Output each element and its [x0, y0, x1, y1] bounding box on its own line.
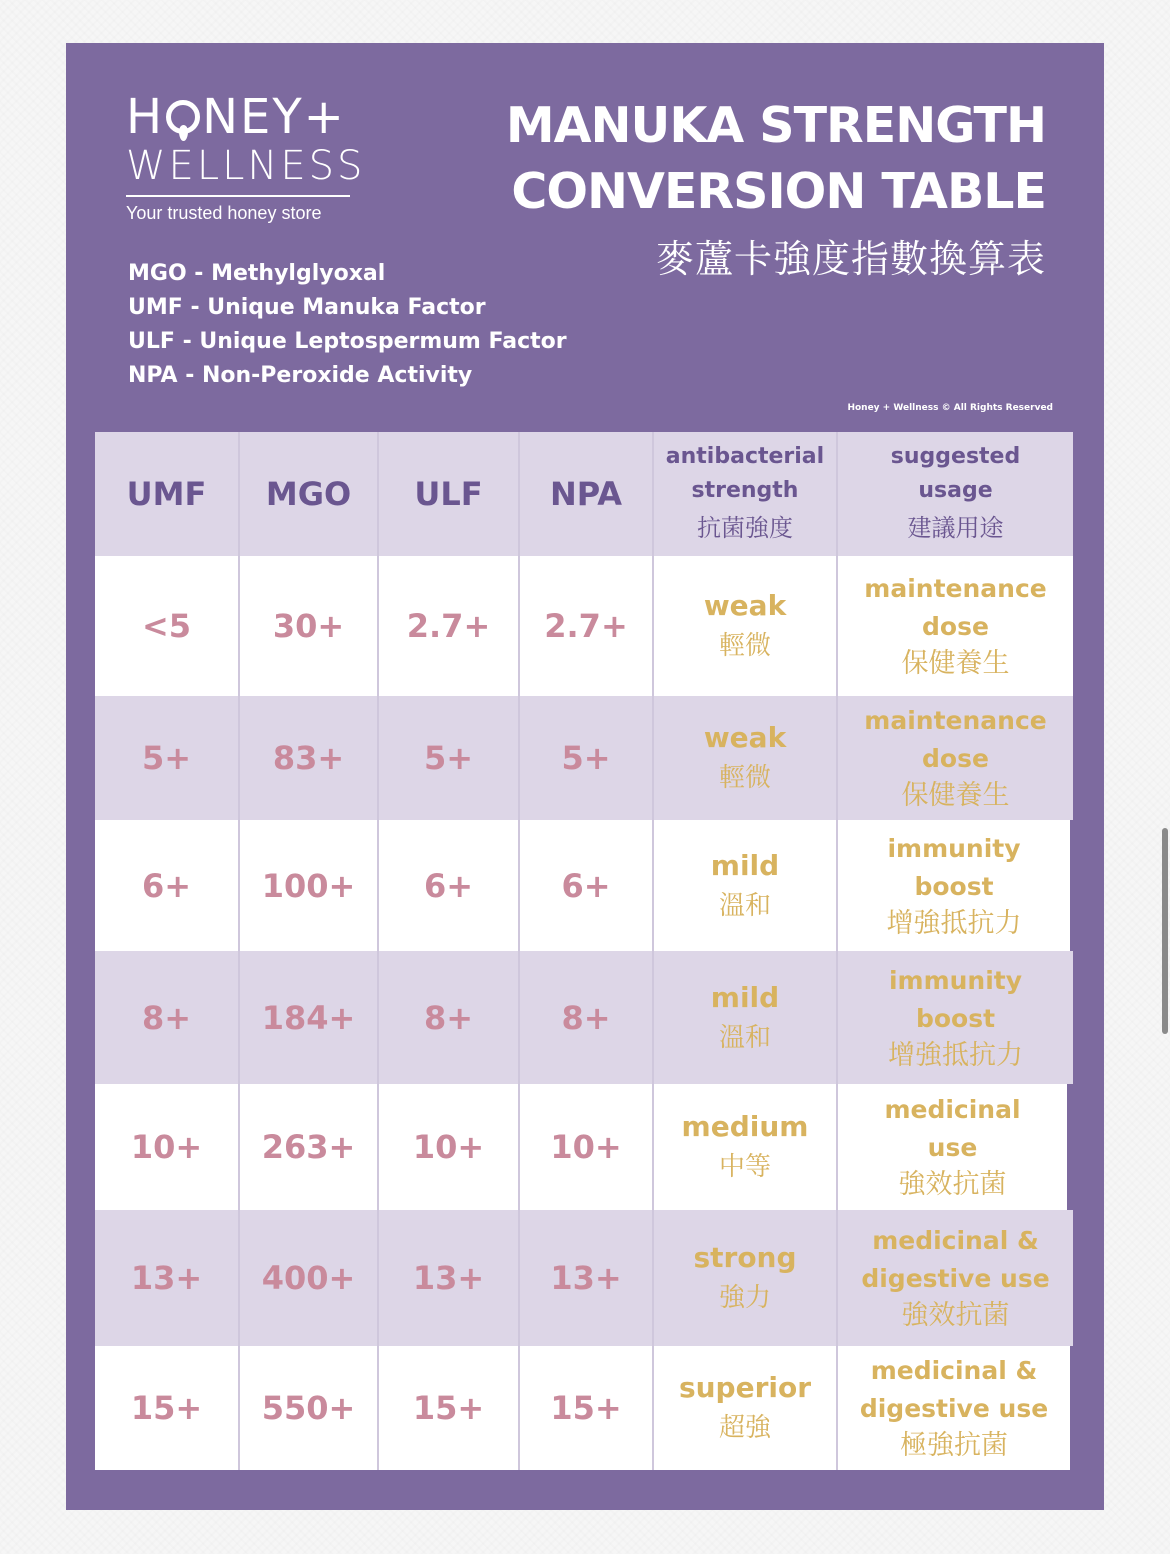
header-strength-en1: antibacterial	[665, 444, 825, 469]
usage-zh: 保健養生	[901, 780, 1010, 811]
abbrev-npa: NPA - Non-Peroxide Activity	[128, 363, 473, 388]
table-row	[95, 1346, 1070, 1470]
table-header-row	[95, 432, 1073, 556]
header-mgo-label: MGO	[265, 475, 352, 513]
header-ulf-label: ULF	[414, 475, 483, 513]
header-strength-zh: 抗菌強度	[697, 514, 793, 542]
strength-en: superior	[678, 1371, 812, 1404]
logo-wordmark	[126, 91, 350, 143]
mgo-value: 100+	[261, 866, 356, 905]
usage-en2: dose	[922, 612, 989, 641]
table-row	[95, 1210, 1073, 1346]
cell-umf	[95, 556, 240, 696]
table-row	[95, 1084, 1067, 1210]
header-usage	[838, 432, 1073, 556]
mgo-value: 184+	[261, 998, 356, 1037]
strength-en: weak	[703, 589, 787, 622]
mgo-value: 550+	[261, 1389, 356, 1427]
cell-mgo	[240, 1346, 379, 1470]
umf-value: 6+	[141, 866, 192, 905]
cell-umf	[95, 1210, 240, 1346]
usage-zh: 保健養生	[901, 648, 1010, 679]
header-npa-label: NPA	[549, 475, 623, 513]
strength-en: mild	[710, 848, 780, 882]
npa-value: 2.7+	[544, 607, 628, 645]
cell-mgo	[240, 1084, 379, 1210]
cell-umf	[95, 820, 240, 951]
table-row	[95, 696, 1073, 820]
usage-en1: immunity	[888, 965, 1023, 995]
cell-ulf	[379, 556, 520, 696]
strength-zh: 輕微	[718, 631, 771, 661]
strength-en: medium	[681, 1110, 809, 1143]
ulf-value: 2.7+	[406, 607, 491, 645]
npa-value: 10+	[550, 1128, 622, 1166]
header-npa	[520, 432, 654, 556]
umf-value: 8+	[141, 998, 192, 1037]
strength-zh: 強力	[718, 1283, 771, 1313]
abbreviation-list	[128, 257, 567, 393]
cell-ulf	[379, 951, 520, 1084]
usage-en1: maintenance	[864, 574, 1047, 603]
usage-en1: medicinal	[884, 1095, 1021, 1124]
conversion-poster	[66, 43, 1104, 1510]
usage-zh: 強效抗菌	[898, 1169, 1007, 1200]
usage-zh: 強效抗菌	[901, 1300, 1010, 1331]
ulf-value: 15+	[412, 1389, 485, 1427]
cell-mgo	[240, 820, 379, 951]
cell-ulf	[379, 820, 520, 951]
cell-npa	[520, 1346, 654, 1470]
npa-value: 8+	[561, 998, 611, 1037]
usage-en2: boost	[915, 1003, 996, 1033]
cell-mgo	[240, 696, 379, 820]
strength-en: mild	[710, 980, 780, 1014]
umf-value: 5+	[141, 739, 192, 777]
ulf-value: 10+	[412, 1128, 485, 1166]
usage-en1: medicinal &	[872, 1226, 1039, 1255]
page-title	[506, 93, 1046, 289]
header-umf	[95, 432, 240, 556]
cell-usage	[838, 1346, 1070, 1470]
npa-value: 6+	[561, 866, 611, 905]
cell-npa	[520, 696, 654, 820]
conversion-table	[95, 432, 1073, 1470]
header-mgo	[240, 432, 379, 556]
strength-zh: 中等	[718, 1152, 771, 1182]
logo-letter-h: H	[126, 89, 165, 145]
usage-en1: maintenance	[864, 706, 1047, 735]
cell-usage	[838, 556, 1073, 696]
npa-value: 13+	[550, 1259, 622, 1297]
umf-value: 10+	[130, 1128, 203, 1166]
usage-zh: 增強抵抗力	[888, 1039, 1023, 1071]
header-usage-en2: usage	[918, 478, 993, 503]
usage-en1: medicinal &	[870, 1356, 1038, 1385]
usage-en2: boost	[914, 871, 994, 901]
cell-mgo	[240, 556, 379, 696]
header-ulf	[379, 432, 520, 556]
mgo-value: 30+	[272, 607, 345, 645]
logo-tagline: Your trusted honey store	[126, 203, 322, 223]
cell-npa	[520, 1210, 654, 1346]
cell-npa	[520, 951, 654, 1084]
header-strength	[654, 432, 838, 556]
cell-strength	[654, 1346, 838, 1470]
usage-en2: digestive use	[861, 1264, 1050, 1293]
cell-usage	[838, 1084, 1067, 1210]
abbrev-ulf: ULF - Unique Leptospermum Factor	[128, 329, 567, 354]
umf-value: <5	[141, 607, 192, 645]
cell-umf	[95, 1084, 240, 1210]
cell-npa	[520, 1084, 654, 1210]
usage-en2: digestive use	[859, 1394, 1049, 1423]
umf-value: 13+	[130, 1259, 203, 1297]
copyright-notice: Honey + Wellness © All Rights Reserved	[847, 403, 1053, 413]
cell-strength	[654, 820, 838, 951]
header-strength-en2: strength	[691, 478, 799, 503]
mgo-value: 263+	[261, 1128, 356, 1166]
logo-letters-ney: NEY+	[202, 89, 346, 145]
mgo-value: 83+	[272, 739, 345, 777]
strength-zh: 溫和	[718, 1022, 771, 1053]
title-line-1: MANUKA STRENGTH	[505, 97, 1046, 154]
cell-npa	[520, 556, 654, 696]
cell-usage	[838, 951, 1073, 1084]
usage-zh: 極強抗菌	[900, 1430, 1008, 1461]
ulf-value: 6+	[423, 866, 474, 905]
usage-en1: immunity	[887, 833, 1021, 863]
cell-ulf	[379, 1346, 520, 1470]
cell-mgo	[240, 951, 379, 1084]
strength-zh: 溫和	[718, 890, 771, 921]
table-row	[95, 556, 1073, 696]
cell-mgo	[240, 1210, 379, 1346]
cell-umf	[95, 1346, 240, 1470]
table-row	[95, 820, 1070, 951]
cell-ulf	[379, 1210, 520, 1346]
mgo-value: 400+	[261, 1259, 356, 1297]
page-scrollbar[interactable]	[1162, 828, 1168, 1034]
npa-value: 15+	[550, 1389, 622, 1427]
usage-en2: use	[927, 1133, 978, 1162]
header-umf-label: UMF	[126, 475, 207, 513]
cell-umf	[95, 951, 240, 1084]
strength-zh: 超強	[718, 1413, 771, 1443]
ulf-value: 13+	[412, 1259, 485, 1297]
cell-strength	[654, 696, 838, 820]
cell-strength	[654, 1084, 838, 1210]
ulf-value: 8+	[423, 998, 474, 1037]
cell-strength	[654, 1210, 838, 1346]
table-row	[95, 951, 1073, 1084]
cell-usage	[838, 1210, 1073, 1346]
cell-usage	[838, 820, 1070, 951]
header-usage-zh: 建議用途	[907, 514, 1004, 542]
usage-zh: 增強抵抗力	[886, 907, 1022, 939]
cell-umf	[95, 696, 240, 820]
cell-ulf	[379, 1084, 520, 1210]
cell-usage	[838, 696, 1073, 820]
abbrev-mgo: MGO - Methylglyoxal	[128, 261, 386, 286]
cell-strength	[654, 951, 838, 1084]
cell-npa	[520, 820, 654, 951]
npa-value: 5+	[561, 739, 611, 777]
cell-strength	[654, 556, 838, 696]
honey-wellness-logo	[126, 89, 366, 224]
cell-ulf	[379, 696, 520, 820]
ulf-value: 5+	[423, 739, 474, 777]
title-chinese: 麥蘆卡強度指數換算表	[655, 237, 1046, 281]
strength-en: weak	[703, 721, 787, 754]
abbrev-umf: UMF - Unique Manuka Factor	[128, 295, 486, 320]
header-usage-en1: suggested	[890, 444, 1021, 469]
strength-en: strong	[693, 1241, 797, 1274]
strength-zh: 輕微	[718, 763, 771, 793]
logo-wellness: WELLNESS	[126, 143, 350, 197]
honey-drop-icon	[166, 100, 200, 134]
title-line-2: CONVERSION TABLE	[511, 163, 1046, 220]
usage-en2: dose	[922, 744, 989, 773]
umf-value: 15+	[130, 1389, 203, 1427]
